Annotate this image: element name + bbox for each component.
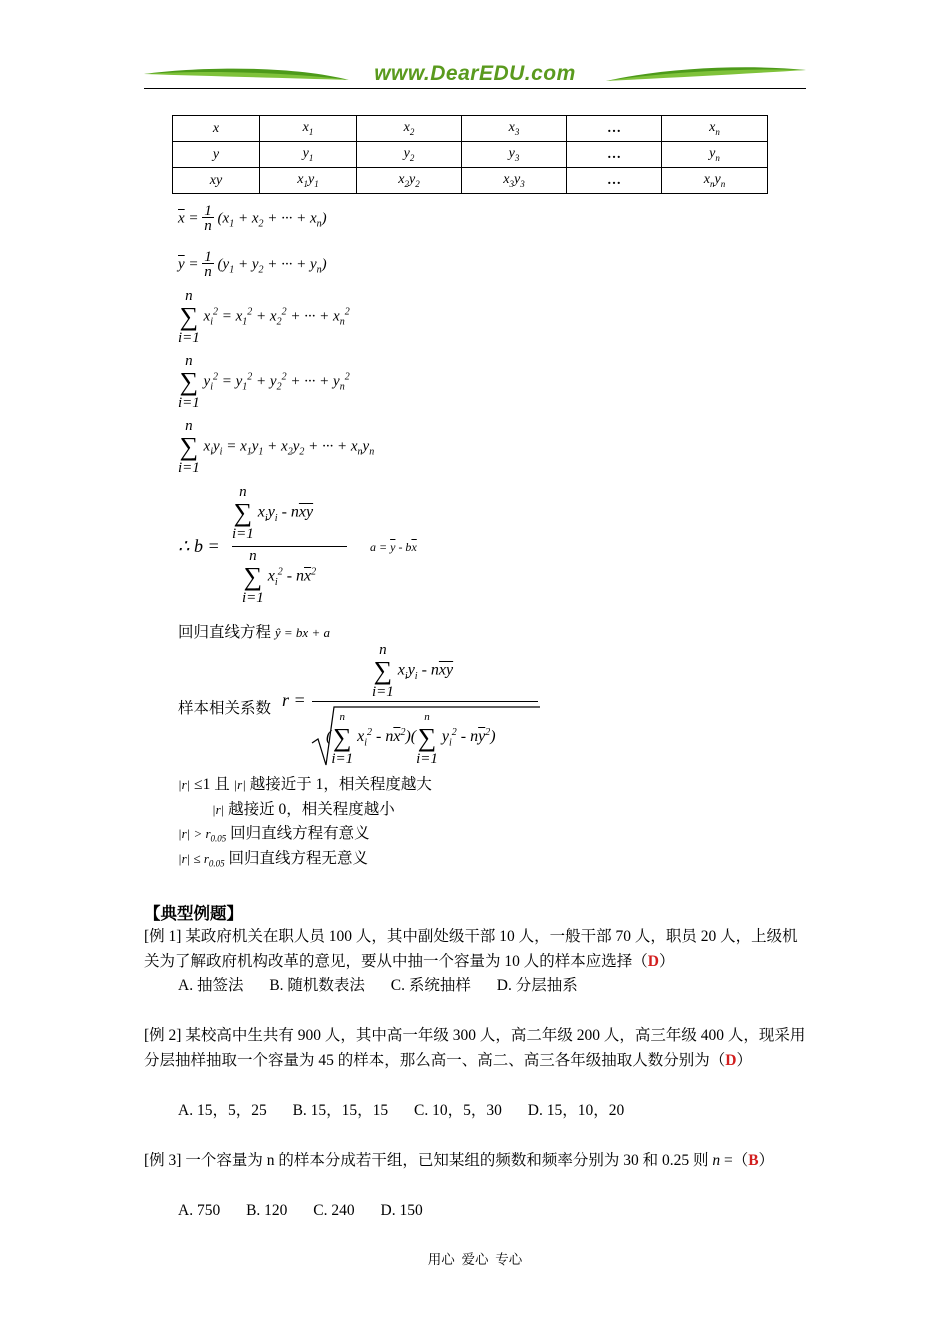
table-cell: $y_1$ (260, 142, 357, 168)
formula-mean-x: $\overline{x} = 1$ n ($x_1 + x_2$ + ··· + $x_n$) (178, 203, 327, 234)
option: B. 随机数表法 (269, 977, 365, 994)
site-logo: www.DearEDU.com (374, 62, 576, 85)
table-cell: $x_3$ (462, 116, 567, 142)
formula-r-denominator: (n ∑ i=1 $x_i^2 - n\overline{x}^2)(n$ ∑ i=1 $y_i^2 - n\overline{y}^2$) (326, 711, 496, 767)
formula-sum-y-squared: n ∑ i=1 $y_i^2 = y_1^2 + y_2^2$ + ··· + $y_n^2$ (178, 353, 350, 411)
answer: D (725, 1052, 737, 1069)
table-cell: $x_n$ (662, 116, 768, 142)
table-cell: $x_2$ (357, 116, 462, 142)
table-cell: $y_n$ (662, 142, 768, 168)
table-cell: … (567, 168, 662, 194)
option: B. 15，15，15 (292, 1102, 389, 1119)
example-1-options (178, 973, 798, 998)
fraction-bar (232, 546, 347, 547)
option: A. 15，5，25 (178, 1102, 267, 1119)
table-cell: … (567, 116, 662, 142)
formula-b-label: ∴ b = (178, 536, 220, 556)
table-cell: xy (173, 168, 260, 194)
regression-line-label: 回归直线方程 ŷ = bx + a (178, 624, 330, 641)
example-3: [例 3] 一个容量为 n 的样本分成若干组，已知某组的频数和频率分别为 30 和 0.25 则 n =（B） (144, 1152, 775, 1169)
formula-sum-x-squared: n ∑ i=1 $x_i^2 = x_1^2 + x_2^2$ + ··· + $x_n^2$ (178, 288, 350, 346)
formula-r-label: r = (282, 690, 306, 710)
formula-b-denominator: n ∑ i=1 $x_i^2 - n\overline{x}^2$ (242, 548, 317, 606)
table-row (173, 168, 768, 194)
page-footer: 用心 爱心 专心 (427, 1252, 523, 1267)
table-cell: x (173, 116, 260, 142)
table-cell: $x_3y_3$ (462, 168, 567, 194)
option: A. 750 (178, 1202, 221, 1219)
answer: D (647, 953, 659, 970)
answer: B (748, 1152, 759, 1169)
example-2: [例 2] 某校高中生共有 900 人，其中高一年级 300 人，高二年级 200 人，高三年级 400 人，现采用分层抽样抽取一个容量为 45 的样本，那么高一、高二、高三各年级抽取人数分别为（D） (144, 1027, 806, 1069)
example-1: [例 1] 某政府机关在职人员 100 人，其中副处级干部 10 人，一般干部 70 人，职员 20 人，上级机关为了解政府机构改革的意见，要从中抽一个容量为 10 人的样本应选择（D） (144, 928, 798, 970)
example-3-options (178, 1198, 798, 1223)
rule-4: $|r| \le r_{0.05}$ 回归直线方程无意义 (178, 850, 369, 869)
table-cell: $x_2y_2$ (357, 168, 462, 194)
rule-3: $|r| > r_{0.05}$ 回归直线方程有意义 (178, 825, 370, 844)
option: C. 10，5，30 (414, 1102, 502, 1119)
rule-2: |r| 越接近 0，相关程度越小 (212, 801, 395, 818)
table-cell: $x_ny_n$ (662, 168, 768, 194)
option: B. 120 (246, 1202, 288, 1219)
header-rule (144, 88, 806, 89)
table-row (173, 116, 768, 142)
section-title: 【典型例题】 (144, 904, 243, 923)
table-cell: y (173, 142, 260, 168)
example-2-options (178, 1098, 798, 1123)
option: D. 分层抽系 (496, 977, 578, 994)
rule-1: |r| ≤1 且 |r| 越接近于 1，相关程度越大 (178, 776, 432, 793)
option: D. 150 (380, 1202, 423, 1219)
table-cell: $x_1y_1$ (260, 168, 357, 194)
correlation-label: 样本相关系数 (178, 700, 272, 717)
formula-sum-xy: n ∑ i=1 $x_iy_i = x_1y_1 + x_2y_2$ + ··· + $x_ny_n$ (178, 418, 375, 476)
option: C. 240 (313, 1202, 355, 1219)
fraction-bar (312, 701, 538, 702)
formula-mean-y: $\overline{y} = 1$ n ($y_1 + y_2$ + ··· + $y_n$) (178, 249, 327, 280)
formula-a: $a = \overline{y} - b\overline{x}$ (370, 540, 417, 554)
table-row (173, 142, 768, 168)
table-cell: $y_3$ (462, 142, 567, 168)
formula-r-numerator: n ∑ i=1 $x_iy_i - n\overline{x}\overline{y}$ (372, 642, 454, 700)
table-cell: … (567, 142, 662, 168)
option: C. 系统抽样 (390, 977, 471, 994)
option: A. 抽签法 (178, 977, 244, 994)
formula-b-numerator: n ∑ i=1 $x_iy_i - n\overline{x}\overline{y}$ (232, 484, 314, 542)
table-cell: $x_1$ (260, 116, 357, 142)
option: D. 15，10，20 (527, 1102, 625, 1119)
data-table (172, 115, 768, 194)
table-cell: $y_2$ (357, 142, 462, 168)
